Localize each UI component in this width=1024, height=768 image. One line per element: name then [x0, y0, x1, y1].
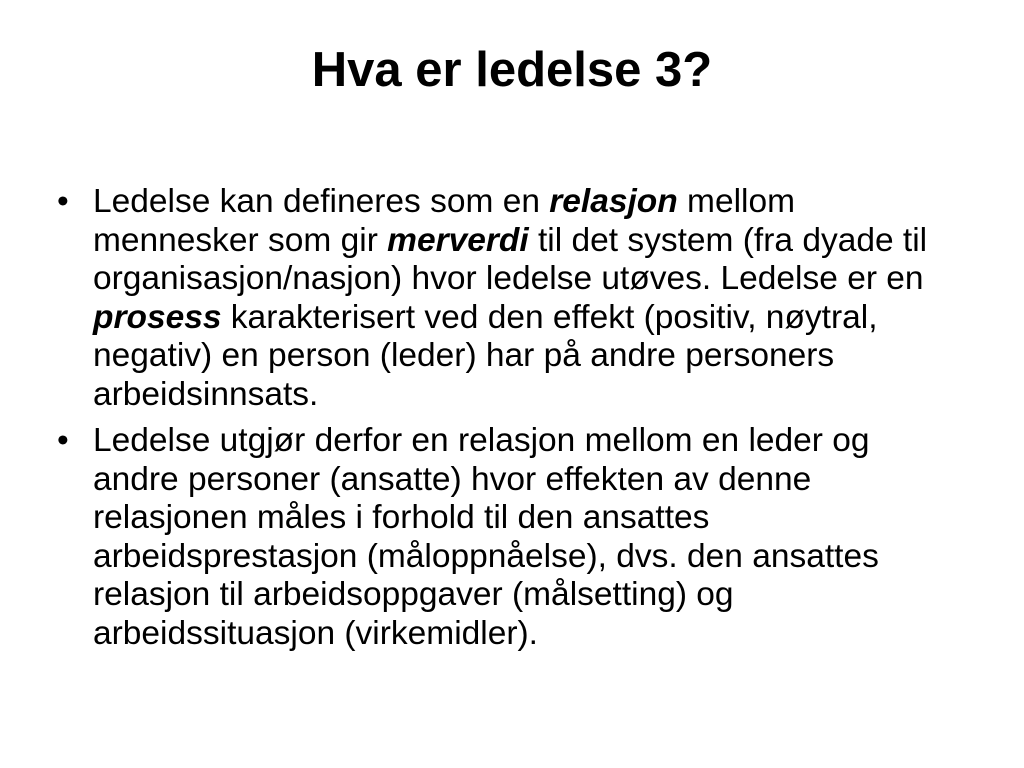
- emphasized-term: prosess: [93, 298, 222, 336]
- bullet-marker: •: [57, 422, 69, 459]
- emphasized-term: relasjon: [549, 183, 678, 220]
- bullet-text-segment: Ledelse kan defineres som en: [93, 183, 550, 220]
- slide-title: Hva er ledelse 3?: [311, 43, 713, 97]
- bullet-item: [57, 422, 957, 653]
- emphasized-term: merverdi: [387, 221, 529, 259]
- bullet-text-segment: Ledelse utgjør derfor en relasjon mellom en leder og andre personer (ansatte) hvor effekten av denne relasjonen måles i forhold til den ansattes arbeidsprestasjon (måloppnåelse), dvs. den ansattes relasjon til arbeidsoppgaver (målsetting) og arbeidssituasjon (virkemidler).: [93, 422, 879, 652]
- bullet-list: [57, 183, 957, 661]
- bullet-text-segment: til det system (fra dyade til organisasjon/nasjon) hvor ledelse utøves. Ledelse er en: [93, 221, 928, 297]
- bullet-marker: •: [57, 183, 69, 220]
- bullet-text-segment: mellom mennesker som gir: [93, 183, 796, 259]
- bullet-text-segment: karakterisert ved den effekt (positiv, nøytral, negativ) en person (leder) har på andre personers arbeidsinnsats.: [93, 298, 878, 413]
- bullet-item: [57, 183, 957, 414]
